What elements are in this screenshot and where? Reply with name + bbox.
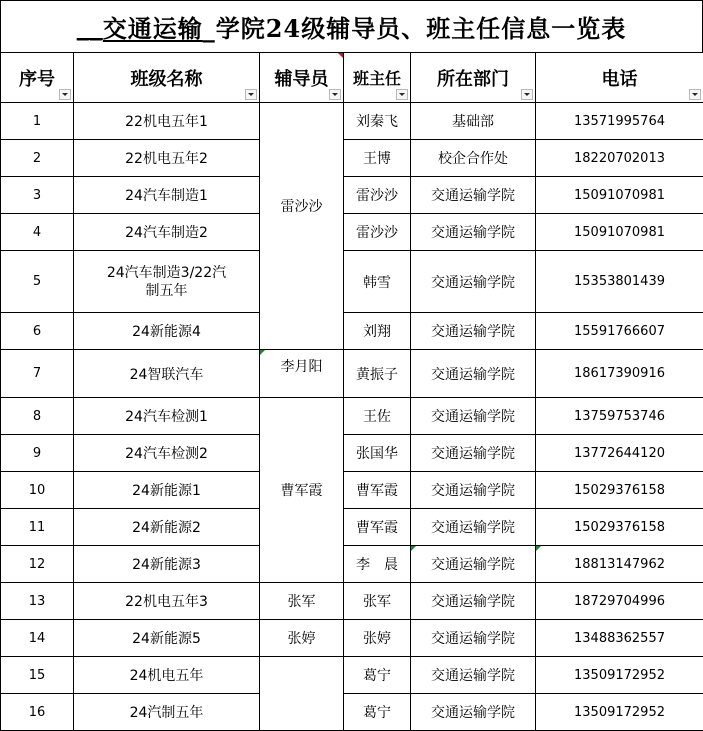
cell-department[interactable]: 交通运输学院	[411, 620, 536, 657]
cell-class-name[interactable]: 24汽车检测1	[74, 398, 260, 435]
cell-phone[interactable]: 13509172952	[536, 657, 703, 694]
cell-class-name[interactable]: 22机电五年2	[74, 140, 260, 177]
table-row	[1, 620, 703, 657]
title-college: 交通运输	[102, 14, 203, 43]
cell-phone[interactable]: 15091070981	[536, 177, 703, 214]
cell-head-teacher[interactable]: 张婷	[344, 620, 411, 657]
cell-seq[interactable]: 15	[1, 657, 74, 694]
cell-class-name[interactable]: 22机电五年3	[74, 583, 260, 620]
cell-class-name[interactable]: 24新能源4	[74, 313, 260, 350]
cell-class-name[interactable]: 24机电五年	[74, 657, 260, 694]
cell-head-teacher[interactable]: 张国华	[344, 435, 411, 472]
filter-dropdown-icon[interactable]	[329, 89, 341, 100]
cell-class-name[interactable]: 22机电五年1	[74, 103, 260, 140]
cell-head-teacher[interactable]: 雷沙沙	[344, 214, 411, 251]
cell-head-teacher[interactable]: 李 晨	[344, 546, 411, 583]
cell-phone[interactable]: 13571995764	[536, 103, 703, 140]
cell-seq[interactable]: 14	[1, 620, 74, 657]
cell-head-teacher[interactable]: 王博	[344, 140, 411, 177]
cell-phone[interactable]: 15029376158	[536, 472, 703, 509]
cell-phone[interactable]: 18729704996	[536, 583, 703, 620]
cell-department[interactable]: 基础部	[411, 103, 536, 140]
class-name-line2: 制五年	[145, 282, 188, 299]
cell-head-teacher[interactable]: 曹军霞	[344, 509, 411, 546]
table-row	[1, 694, 703, 731]
header-row	[1, 53, 703, 103]
cell-head-teacher[interactable]: 张军	[344, 583, 411, 620]
cell-seq[interactable]: 12	[1, 546, 74, 583]
cell-phone[interactable]: 13488362557	[536, 620, 703, 657]
filter-dropdown-icon[interactable]	[689, 89, 701, 100]
filter-dropdown-icon[interactable]	[396, 89, 408, 100]
info-table	[0, 52, 703, 731]
table-row	[1, 140, 703, 177]
table-row	[1, 435, 703, 472]
cell-head-teacher[interactable]: 葛宁	[344, 657, 411, 694]
cell-phone[interactable]: 15029376158	[536, 509, 703, 546]
cell-department[interactable]: 交通运输学院	[411, 251, 536, 313]
cell-department[interactable]: 交通运输学院	[411, 583, 536, 620]
cell-seq[interactable]: 5	[1, 251, 74, 313]
cell-seq[interactable]: 2	[1, 140, 74, 177]
table-row	[1, 251, 703, 313]
table-row	[1, 313, 703, 350]
table-row	[1, 214, 703, 251]
cell-seq[interactable]: 10	[1, 472, 74, 509]
cell-head-teacher[interactable]: 黄振子	[344, 350, 411, 398]
table-row	[1, 546, 703, 583]
cell-counselor-empty[interactable]	[260, 657, 344, 731]
table-row	[1, 398, 703, 435]
header-department: 所在部门	[411, 53, 536, 103]
cell-phone[interactable]: 15591766607	[536, 313, 703, 350]
table-row	[1, 177, 703, 214]
cell-counselor[interactable]: 雷沙沙	[260, 103, 344, 350]
table-row	[1, 657, 703, 694]
table-row	[1, 350, 703, 398]
cell-department[interactable]: 交通运输学院	[411, 398, 536, 435]
cell-department[interactable]: 交通运输学院	[411, 177, 536, 214]
header-seq: 序号	[1, 53, 74, 103]
cell-department[interactable]: 交通运输学院	[411, 694, 536, 731]
cell-seq[interactable]: 4	[1, 214, 74, 251]
cell-class-name[interactable]: 24汽车制造1	[74, 177, 260, 214]
cell-counselor[interactable]: 李月阳	[260, 350, 344, 398]
table-row	[1, 509, 703, 546]
cell-phone[interactable]: 18220702013	[536, 140, 703, 177]
cell-class-name[interactable]: 24新能源2	[74, 509, 260, 546]
filter-dropdown-icon[interactable]	[245, 89, 257, 100]
cell-department[interactable]: 交通运输学院	[411, 313, 536, 350]
cell-class-name[interactable]: 24汽车检测2	[74, 435, 260, 472]
cell-class-name[interactable]: 24汽制五年	[74, 694, 260, 731]
header-phone: 电话	[536, 53, 703, 103]
header-class-name: 班级名称	[74, 53, 260, 103]
cell-department[interactable]: 交通运输学院	[411, 472, 536, 509]
cell-department[interactable]: 交通运输学院	[411, 214, 536, 251]
cell-phone[interactable]: 18617390916	[536, 350, 703, 398]
cell-department[interactable]: 交通运输学院	[411, 657, 536, 694]
cell-department[interactable]: 交通运输学院	[411, 435, 536, 472]
header-counselor: 辅导员	[260, 53, 344, 103]
cell-phone[interactable]: 18813147962	[536, 546, 703, 583]
cell-seq[interactable]: 16	[1, 694, 74, 731]
cell-seq[interactable]: 7	[1, 350, 74, 398]
cell-class-name[interactable]: 24新能源5	[74, 620, 260, 657]
filter-dropdown-icon[interactable]	[521, 89, 533, 100]
cell-class-name[interactable]	[74, 251, 260, 313]
cell-class-name[interactable]: 24智联汽车	[74, 350, 260, 398]
sheet-title	[0, 0, 703, 52]
cell-head-teacher[interactable]: 韩雪	[344, 251, 411, 313]
table-row	[1, 472, 703, 509]
cell-counselor[interactable]: 张军	[260, 583, 344, 620]
cell-head-teacher[interactable]: 葛宁	[344, 694, 411, 731]
table-row	[1, 103, 703, 140]
header-head-teacher: 班主任	[344, 53, 411, 103]
cell-head-teacher[interactable]: 刘翔	[344, 313, 411, 350]
cell-department[interactable]: 交通运输学院	[411, 509, 536, 546]
class-name-line1: 24汽车制造3/22汽	[106, 264, 227, 281]
cell-counselor[interactable]: 曹军霞	[260, 398, 344, 583]
cell-seq[interactable]: 9	[1, 435, 74, 472]
cell-phone[interactable]: 13509172952	[536, 694, 703, 731]
cell-class-name[interactable]: 24新能源3	[74, 546, 260, 583]
cell-department[interactable]: 交通运输学院	[411, 350, 536, 398]
cell-seq[interactable]: 11	[1, 509, 74, 546]
cell-class-name[interactable]: 24新能源1	[74, 472, 260, 509]
cell-counselor[interactable]: 张婷	[260, 620, 344, 657]
cell-department[interactable]: 交通运输学院	[411, 546, 536, 583]
cell-phone[interactable]: 13759753746	[536, 398, 703, 435]
cell-phone[interactable]: 15353801439	[536, 251, 703, 313]
cell-department[interactable]: 校企合作处	[411, 140, 536, 177]
cell-phone[interactable]: 13772644120	[536, 435, 703, 472]
filter-dropdown-icon[interactable]	[59, 89, 71, 100]
title-rest: _学院24级辅导员、班主任信息一览表	[202, 14, 627, 43]
cell-head-teacher[interactable]: 曹军霞	[344, 472, 411, 509]
title-blank: __	[76, 12, 103, 41]
cell-seq[interactable]: 1	[1, 103, 74, 140]
cell-phone[interactable]: 15091070981	[536, 214, 703, 251]
cell-head-teacher[interactable]: 刘秦飞	[344, 103, 411, 140]
cell-seq[interactable]: 13	[1, 583, 74, 620]
table-row	[1, 583, 703, 620]
cell-seq[interactable]: 3	[1, 177, 74, 214]
cell-head-teacher[interactable]: 王佐	[344, 398, 411, 435]
cell-class-name[interactable]: 24汽车制造2	[74, 214, 260, 251]
cell-seq[interactable]: 6	[1, 313, 74, 350]
cell-seq[interactable]: 8	[1, 398, 74, 435]
cell-head-teacher[interactable]: 雷沙沙	[344, 177, 411, 214]
